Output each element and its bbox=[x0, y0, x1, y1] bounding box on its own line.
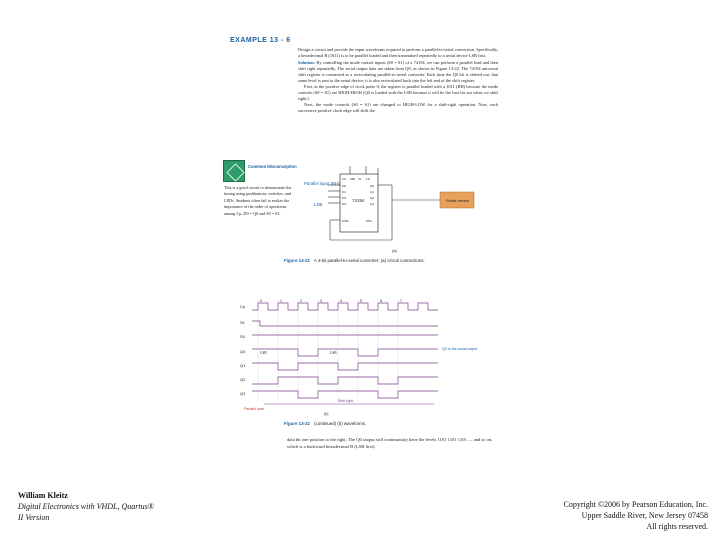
serial-device-label: Serial device bbox=[446, 198, 469, 203]
copyright-line-3: All rights reserved. bbox=[646, 522, 708, 531]
lsb-label: LSB bbox=[314, 202, 323, 207]
signal-label: S1 bbox=[240, 320, 245, 325]
signal-label: Cp bbox=[240, 304, 246, 309]
example-heading: EXAMPLE 13 - 6 bbox=[230, 37, 291, 44]
pin-label: D2 bbox=[342, 196, 347, 200]
book-title-line-1: Digital Electronics with VHDL, Quartus® bbox=[18, 502, 154, 511]
s1-waveform bbox=[252, 321, 438, 326]
signal-label: S0 bbox=[240, 334, 245, 339]
figure-a-circuit bbox=[300, 160, 490, 260]
parallel-input-label: Parallel input (BH) bbox=[304, 181, 340, 186]
pin-label: CP bbox=[366, 177, 371, 181]
solution-text: By controlling the mode control inputs (S0 = S1) of a 74194, we can perform a parallel load and then shift right repeatedly. The serial output data are taken from Q0, as shown in Figure 13-22. The 74194 universal shift register is connected as a recirculating parallel-to-serial converter. Each time the Q0 bit is shifted out, that same level is sent to the serial device; it is also recirculated back into the left end of the shift register. bbox=[298, 60, 498, 83]
pin-label: Q0 bbox=[370, 184, 375, 188]
pulse-number: 0 bbox=[260, 299, 262, 303]
signal-label: Q3 bbox=[240, 391, 246, 396]
pulse-number: 4 bbox=[340, 299, 342, 303]
figure-b-sublabel: (b) bbox=[324, 412, 329, 416]
pulse-number: 6 bbox=[380, 299, 382, 303]
pin-label: S1 bbox=[358, 177, 362, 181]
signal-labels bbox=[240, 304, 246, 396]
copyright-line-2: Upper Saddle River, New Jersey 07458 bbox=[581, 511, 708, 520]
sidebar-title: Common Misconception bbox=[248, 164, 297, 169]
pin-label: D1 bbox=[342, 190, 347, 194]
pulse-number: 2 bbox=[300, 299, 302, 303]
pin-label: MR bbox=[350, 177, 356, 181]
footer-right bbox=[468, 499, 708, 532]
figure-a-caption bbox=[284, 258, 504, 263]
pin-label: D0 bbox=[342, 184, 347, 188]
waveform-traces bbox=[252, 303, 438, 398]
pin-label: DSR bbox=[342, 219, 349, 223]
q2-waveform bbox=[252, 377, 438, 384]
pin-label: DSL bbox=[366, 219, 373, 223]
clock-waveform bbox=[252, 303, 438, 310]
signal-label: Q0 bbox=[240, 349, 246, 354]
figure-b-number: Figure 13-22 bbox=[284, 421, 310, 426]
author-name: William Kleitz bbox=[18, 491, 68, 500]
footer-left bbox=[18, 490, 238, 523]
shift-right-label: Shift right bbox=[338, 399, 354, 403]
solution-paragraph-3: Next, the mode controls (S0 = S1) are changed to HIGH-LOW for a shift-right operation. Now, each successive positive clock edge will shift the bbox=[298, 102, 498, 113]
pulse-number: 3 bbox=[320, 299, 322, 303]
example-body bbox=[298, 47, 498, 114]
figure-b-caption bbox=[284, 421, 504, 426]
signal-label: Q2 bbox=[240, 377, 246, 382]
q0-waveform bbox=[252, 349, 438, 356]
lsb-marker-1: LSB bbox=[260, 351, 267, 355]
sidebar-text: This is a good circuit to demonstrate the timing using pushbuttons, switches, and LEDs. Students often fail to realize the importance of the order of operations among Cp, D0 = Q0 and S0 = S1. bbox=[224, 185, 292, 216]
pin-label: D3 bbox=[342, 202, 347, 206]
copyright-line-1: Copyright ©2006 by Pearson Education, Inc. bbox=[563, 500, 708, 509]
example-problem-text: Design a circuit and provide the input waveforms required to perform a parallel-to-serial conversion. Specifically, a hexadecimal B (1011) is to be parallel loaded and then transmitted repeatedly to a serial device LSB first. bbox=[298, 47, 498, 58]
signal-label: Q1 bbox=[240, 363, 246, 368]
pulse-number: 1 bbox=[280, 299, 282, 303]
pin-label: Q1 bbox=[370, 190, 375, 194]
q0-output-note: Q0 to the serial output bbox=[442, 347, 478, 351]
q3-waveform bbox=[252, 391, 438, 398]
parallel-load-label: Parallel load bbox=[244, 407, 264, 411]
clock-edge-lines bbox=[258, 300, 398, 402]
figure-a-number: Figure 13-22 bbox=[284, 258, 310, 263]
chip-label: 74194 bbox=[352, 198, 365, 203]
pulse-number: 7 bbox=[400, 299, 402, 303]
solution-label: Solution: bbox=[298, 60, 316, 65]
book-title-line-2: II Version bbox=[18, 513, 50, 522]
pin-label: Q3 bbox=[370, 202, 375, 206]
figure-b-caption-text: (continued) (b) waveforms. bbox=[314, 421, 367, 426]
pulse-numbers bbox=[260, 299, 402, 303]
lsb-marker-2: LSB bbox=[330, 351, 337, 355]
pulse-number: 5 bbox=[360, 299, 362, 303]
figure-a-sublabel: (a) bbox=[392, 248, 397, 253]
pin-label: Q2 bbox=[370, 196, 375, 200]
figure-b-waveforms bbox=[234, 298, 500, 418]
pin-label: S0 bbox=[342, 177, 346, 181]
continuation-text: data bit one position to the right. The Q0 output will continuously have the levels 1101 1101 1101 ..., and so on, which is a backward hexadecimal B (LSB first). bbox=[287, 437, 493, 449]
solution-paragraph-2: First, at the positive edge of clock pulse 0, the register is parallel loaded with a 1011 (BH) because the mode controls (S0 = S1) are HIGH-HIGH (Q0 is loaded with the LSB because it will be the first bit out when we shift right.) bbox=[298, 84, 498, 101]
q1-waveform bbox=[252, 363, 438, 370]
figure-a-caption-text: A 4-bit parallel-to-serial converter: (a) circuit connections; bbox=[313, 258, 425, 263]
misconception-diamond-icon bbox=[223, 160, 245, 182]
